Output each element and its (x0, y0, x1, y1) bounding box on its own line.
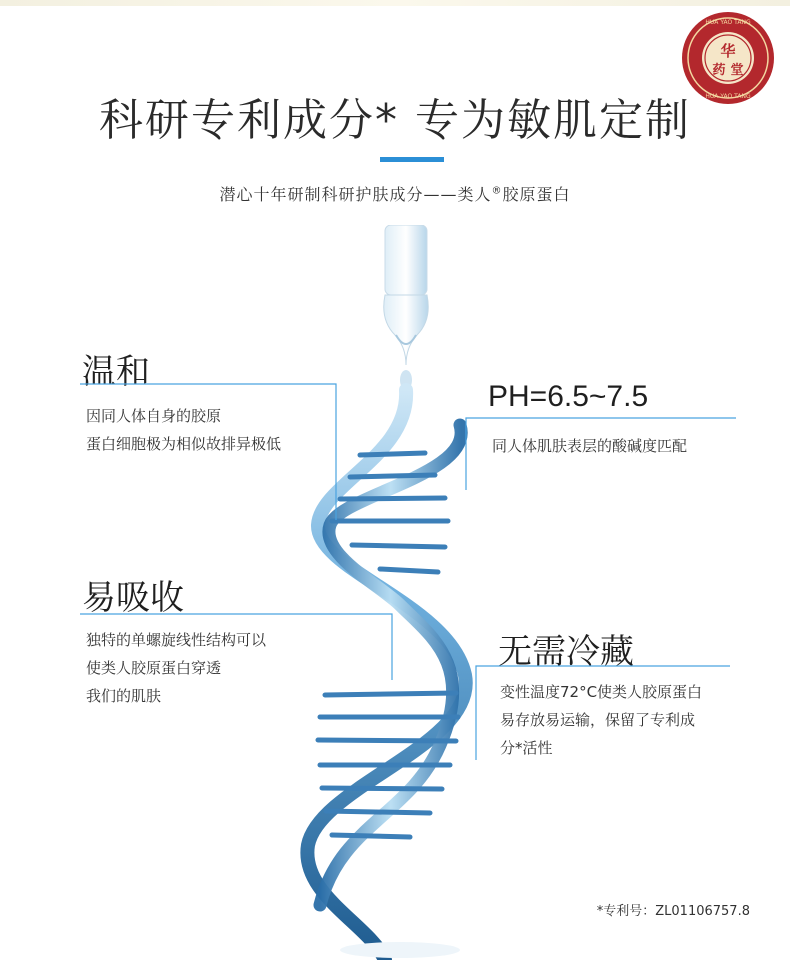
patent-number: *专利号：ZL01106757.8 (596, 904, 750, 919)
feature-gentle-title: 温和 (82, 352, 150, 392)
page-subtitle: 潜心十年研制科研护肤成分——类人®胶原蛋白 (219, 185, 571, 204)
svg-text:HUA YAO TANG: HUA YAO TANG (705, 93, 751, 100)
svg-text:堂: 堂 (730, 63, 744, 78)
svg-text:药: 药 (712, 63, 726, 78)
feature-absorb-text: 独特的单螺旋线性结构可以 使类人胶原蛋白穿透 我们的肌肤 (86, 631, 267, 705)
svg-text:华: 华 (720, 42, 736, 60)
feature-absorb-title: 易吸收 (82, 578, 184, 618)
page-title: 科研专利成分* 专为敏肌定制 (99, 95, 691, 146)
svg-text:HUA YAO TANG: HUA YAO TANG (705, 19, 751, 26)
feature-gentle-text: 因同人体自身的胶原 蛋白细胞极为相似故排异极低 (86, 407, 282, 453)
feature-ph-text: 同人体肌肤表层的酸碱度匹配 (492, 437, 688, 455)
feature-storage-title: 无需冷藏 (498, 632, 634, 672)
feature-ph-title: PH=6.5~7.5 (488, 380, 649, 413)
feature-storage-text: 变性温度72°C使类人胶原蛋白 易存放易运输，保留了专利成 分*活性 (500, 683, 703, 757)
